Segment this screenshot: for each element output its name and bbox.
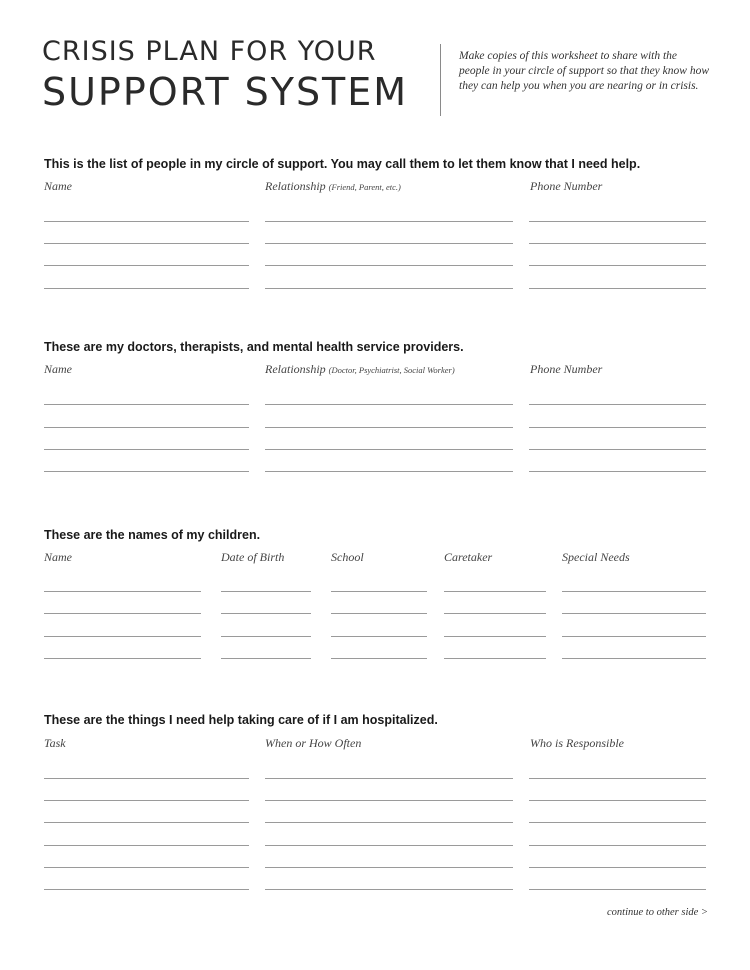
blank-line: [529, 449, 706, 450]
intro-text: Make copies of this worksheet to share with the people in your circle of support so that they know how they can help you when you are nearing or in crisis.: [459, 50, 709, 92]
blank-line: [44, 591, 201, 592]
col-head-task: Task: [44, 736, 66, 750]
blank-line: [331, 613, 427, 614]
col-head-label: Relationship: [265, 362, 326, 376]
section-providers-title: These are my doctors, therapists, and mental health service providers.: [44, 340, 464, 354]
blank-line: [562, 613, 706, 614]
blank-line: [529, 845, 706, 846]
blank-line: [44, 658, 201, 659]
col-head-relationship: [265, 362, 455, 377]
blank-line: [529, 221, 706, 222]
blank-line: [265, 265, 513, 266]
blank-line: [529, 800, 706, 801]
blank-line: [265, 800, 513, 801]
blank-line: [331, 591, 427, 592]
blank-line: [44, 800, 249, 801]
blank-line: [44, 889, 249, 890]
blank-line: [529, 288, 706, 289]
col-head-phone: Phone Number: [530, 179, 603, 193]
blank-line: [444, 636, 546, 637]
section-hospitalized-title: These are the things I need help taking care of if I am hospitalized.: [44, 713, 438, 727]
blank-line: [444, 591, 546, 592]
col-head-label: Relationship: [265, 179, 326, 193]
col-head-when: When or How Often: [265, 736, 362, 750]
blank-line: [44, 427, 249, 428]
blank-line: [562, 658, 706, 659]
blank-line: [265, 778, 513, 779]
blank-line: [265, 221, 513, 222]
col-head-name: Name: [44, 362, 72, 376]
blank-line: [529, 404, 706, 405]
blank-line: [221, 658, 311, 659]
blank-line: [265, 845, 513, 846]
blank-line: [529, 265, 706, 266]
blank-line: [444, 658, 546, 659]
col-head-phone: Phone Number: [530, 362, 603, 376]
section-children-title: These are the names of my children.: [44, 528, 261, 542]
blank-line: [529, 867, 706, 868]
blank-line: [44, 221, 249, 222]
blank-line: [44, 845, 249, 846]
col-head-note: (Friend, Parent, etc.): [328, 182, 401, 192]
blank-line: [44, 471, 249, 472]
blank-line: [331, 636, 427, 637]
worksheet-title: [42, 36, 409, 114]
col-head-date-of-birth: Date of Birth: [221, 550, 285, 564]
blank-line: [44, 636, 201, 637]
blank-line: [44, 778, 249, 779]
blank-line: [44, 404, 249, 405]
col-head-note: (Doctor, Psychiatrist, Social Worker): [328, 365, 455, 375]
blank-line: [562, 636, 706, 637]
col-head-school: School: [331, 550, 364, 564]
blank-line: [265, 822, 513, 823]
blank-line: [221, 591, 311, 592]
blank-line: [562, 591, 706, 592]
blank-line: [44, 613, 201, 614]
blank-line: [529, 778, 706, 779]
blank-line: [331, 658, 427, 659]
col-head-name: Name: [44, 550, 72, 564]
blank-line: [529, 822, 706, 823]
blank-line: [265, 889, 513, 890]
blank-line: [529, 889, 706, 890]
section-support-circle-title: This is the list of people in my circle of support. You may call them to let them know that I need help.: [44, 157, 641, 171]
col-head-who: Who is Responsible: [530, 736, 624, 750]
blank-line: [265, 404, 513, 405]
blank-line: [44, 867, 249, 868]
blank-line: [529, 471, 706, 472]
blank-line: [265, 288, 513, 289]
title-line-1: CRISIS PLAN FOR YOUR: [42, 36, 377, 67]
blank-line: [265, 449, 513, 450]
header-divider: [440, 44, 441, 116]
blank-line: [221, 613, 311, 614]
col-head-name: Name: [44, 179, 72, 193]
blank-line: [44, 288, 249, 289]
blank-line: [265, 867, 513, 868]
blank-line: [444, 613, 546, 614]
blank-line: [44, 822, 249, 823]
blank-line: [265, 471, 513, 472]
blank-line: [44, 265, 249, 266]
blank-line: [265, 243, 513, 244]
blank-line: [265, 427, 513, 428]
blank-line: [529, 427, 706, 428]
blank-line: [221, 636, 311, 637]
blank-line: [44, 449, 249, 450]
col-head-caretaker: Caretaker: [444, 550, 493, 564]
blank-line: [529, 243, 706, 244]
col-head-special-needs: Special Needs: [562, 550, 630, 564]
title-line-2: SUPPORT SYSTEM: [42, 70, 409, 114]
blank-line: [44, 243, 249, 244]
continue-note: continue to other side >: [607, 907, 708, 918]
col-head-relationship: [265, 179, 401, 194]
